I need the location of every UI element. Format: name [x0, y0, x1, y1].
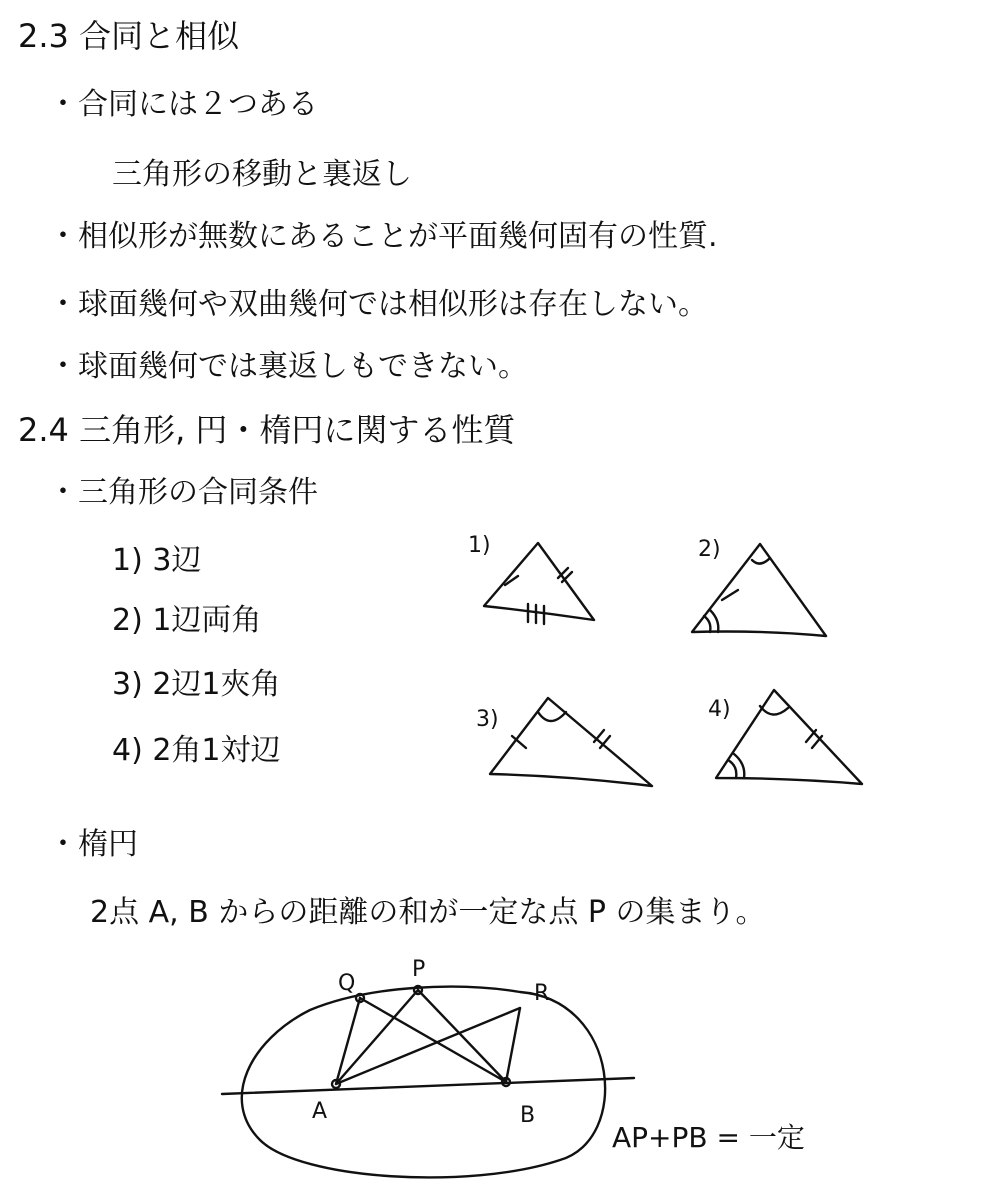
bullet-similar-infinite: ・相似形が無数にあることが平面幾何固有の性質. [48, 219, 718, 254]
condition-1: 1) 3辺 [112, 543, 202, 578]
point-Q-label: Q [338, 971, 356, 996]
ellipse-formula: AP+PB = 一定 [612, 1121, 805, 1154]
triangle-1-figure [468, 533, 594, 624]
bullet-no-similar: ・球面幾何や双曲幾何では相似形は存在しない。 [48, 287, 708, 322]
triangle-4-figure [708, 690, 862, 784]
triangle-3-figure [476, 698, 652, 786]
figure-label-4: 4) [708, 697, 731, 722]
ellipse-definition: 2点 A, B からの距離の和が一定な点 P の集まり。 [90, 895, 766, 930]
point-B-label: B [520, 1103, 536, 1128]
point-R-label: R [534, 981, 550, 1006]
bullet-move-flip: 三角形の移動と裏返し [112, 157, 412, 192]
figure-label-1: 1) [468, 533, 491, 558]
condition-2: 2) 1辺両角 [112, 603, 262, 638]
figure-label-2: 2) [698, 537, 721, 562]
triangle-2-figure [692, 537, 826, 636]
point-P-label: P [412, 957, 426, 982]
section-2-4-title: 2.4 三角形, 円・楕円に関する性質 [18, 411, 516, 449]
bullet-congruence-two: ・合同には２つある [48, 87, 318, 122]
section-2-3-title: 2.3 合同と相似 [18, 17, 240, 55]
ellipse-heading: ・楕円 [48, 827, 138, 862]
condition-4: 4) 2角1対辺 [112, 733, 281, 768]
figure-label-3: 3) [476, 707, 499, 732]
condition-3: 3) 2辺1夾角 [112, 667, 281, 702]
bullet-no-flip: ・球面幾何では裏返しもできない。 [48, 349, 528, 384]
congruence-heading: ・三角形の合同条件 [48, 475, 318, 510]
ellipse-figure [222, 957, 634, 1177]
point-A-label: A [312, 1099, 328, 1124]
